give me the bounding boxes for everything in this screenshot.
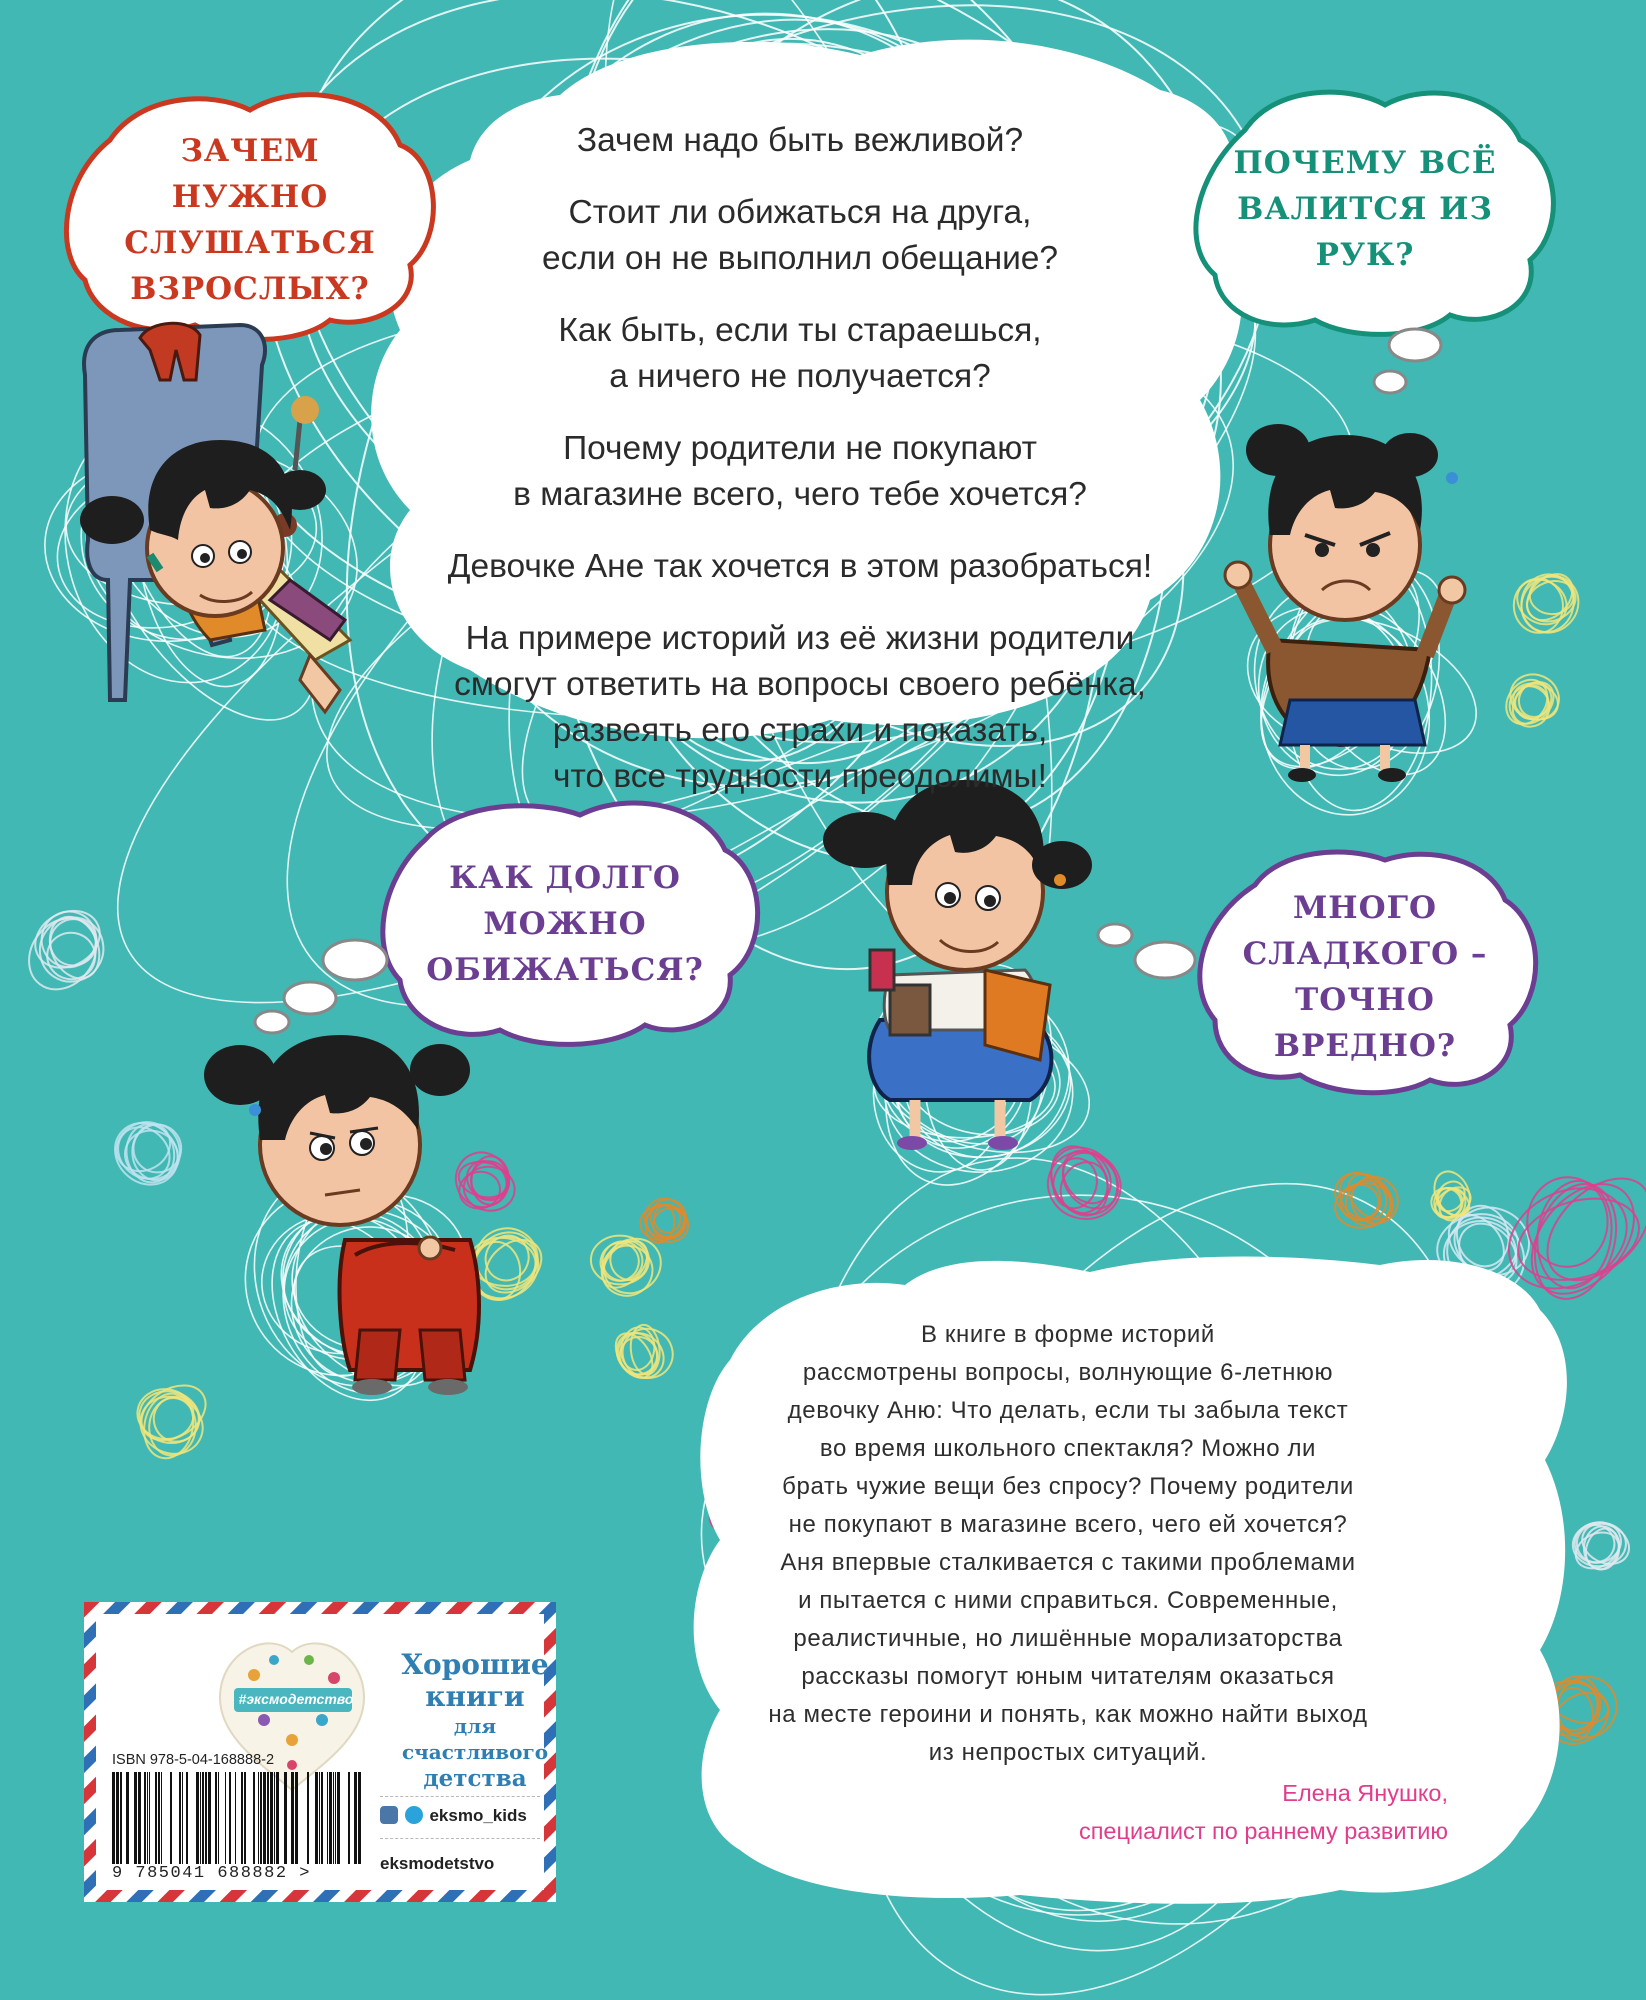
bubble-sweets-line: ВРЕДНО? xyxy=(1273,1028,1457,1064)
description-line: не покупают в магазине всего, чего ей хочется? xyxy=(788,1511,1348,1538)
description-line: Аня впервые сталкивается с такими проблемами xyxy=(780,1549,1356,1576)
slogan-line: книги xyxy=(425,1680,525,1713)
question-item xyxy=(380,190,1220,282)
question-line: Девочке Ане так хочется в этом разобраться! xyxy=(447,548,1153,585)
question-line: а ничего не получается? xyxy=(609,358,991,395)
description-line: В книге в форме историй xyxy=(921,1321,1215,1348)
social-kids-handle: eksmo_kids xyxy=(429,1806,527,1825)
slogan-line: Хорошие xyxy=(401,1648,549,1681)
barcode xyxy=(110,1772,364,1864)
question-line: На примере историй из её жизни родители xyxy=(465,620,1135,657)
question-line: Как быть, если ты стараешься, xyxy=(558,312,1042,349)
publisher-stamp xyxy=(84,1602,556,1902)
question-line: Зачем надо быть вежливой? xyxy=(576,122,1024,159)
description-line: и пытается с ними справиться. Современные, xyxy=(798,1587,1338,1614)
question-line: если он не выполнил обещание? xyxy=(541,240,1059,277)
bubble-offended-line: МОЖНО xyxy=(483,906,647,942)
bubble-sweets-line: МНОГО xyxy=(1292,890,1437,926)
author-role: специалист по раннему развитию xyxy=(1078,1818,1448,1844)
slogan xyxy=(400,1649,550,1793)
vk-icon xyxy=(380,1806,398,1824)
description-line: реалистичные, но лишённые морализаторства xyxy=(793,1625,1343,1652)
girl-on-chair-illustration xyxy=(80,323,350,712)
question-line: что все трудности преодолимы! xyxy=(553,758,1047,795)
description-line: рассмотрены вопросы, волнующие 6-летнюю xyxy=(802,1359,1334,1386)
girl-with-sweets-illustration xyxy=(823,780,1092,1150)
question-item xyxy=(380,118,1220,164)
social-site[interactable] xyxy=(380,1854,494,1874)
bubble-drop-line: ВАЛИТСЯ ИЗ xyxy=(1237,191,1493,227)
divider xyxy=(380,1796,540,1797)
question-line: смогут ответить на вопросы своего ребёнка, xyxy=(454,666,1146,703)
question-list xyxy=(380,118,1220,826)
social-site-handle: eksmodetstvo xyxy=(380,1854,495,1873)
bubble-drop-line: РУК? xyxy=(1315,237,1415,273)
question-item xyxy=(380,308,1220,400)
question-line: Стоит ли обижаться на друга, xyxy=(568,194,1032,231)
divider xyxy=(380,1838,540,1839)
description-line: рассказы помогут юным читателям оказаться xyxy=(801,1663,1335,1690)
question-item xyxy=(380,544,1220,590)
bubble-sweets-text xyxy=(1225,885,1505,1069)
question-item xyxy=(380,426,1220,518)
social-kids[interactable] xyxy=(380,1806,527,1826)
description-line: из непростых ситуаций. xyxy=(928,1739,1208,1766)
description-line: девочку Аню: Что делать, если ты забыла текст xyxy=(787,1397,1349,1424)
question-line: развеять его страхи и показать, xyxy=(552,712,1048,749)
question-line: Почему родители не покупают xyxy=(563,430,1037,467)
bubble-offended-line: ОБИЖАТЬСЯ? xyxy=(426,952,704,988)
barcode-digits: 9 785041 688882 > xyxy=(112,1864,311,1883)
question-item xyxy=(380,616,1220,800)
heart-label: #эксмодетство xyxy=(238,1691,354,1707)
bubble-sweets-line: ТОЧНО xyxy=(1295,982,1435,1018)
slogan-line: для счастливого xyxy=(401,1714,549,1764)
book-description xyxy=(688,1316,1448,1772)
telegram-icon xyxy=(405,1806,423,1824)
isbn-number: ISBN 978-5-04-168888-2 xyxy=(112,1752,275,1768)
bubble-offended-line: КАК ДОЛГО xyxy=(449,860,681,896)
bubble-drop-text xyxy=(1215,140,1515,278)
bubble-obey-line: СЛУШАТЬСЯ xyxy=(124,225,376,261)
slogan-line: детства xyxy=(423,1765,527,1792)
description-line: на месте героини и понять, как можно найти выход xyxy=(768,1701,1368,1728)
bubble-drop-line: ПОЧЕМУ ВСЁ xyxy=(1233,145,1497,181)
description-line: брать чужие вещи без спросу? Почему родители xyxy=(782,1473,1354,1500)
question-line: в магазине всего, чего тебе хочется? xyxy=(513,476,1087,513)
author-signature xyxy=(900,1774,1448,1850)
bubble-sweets-line: СЛАДКОГО – xyxy=(1242,936,1488,972)
bubble-obey-text xyxy=(100,128,400,312)
author-name: Елена Янушко, xyxy=(1282,1780,1448,1806)
bubble-offended-text xyxy=(415,855,715,993)
bubble-obey-line: ЗАЧЕМ НУЖНО xyxy=(171,133,329,215)
description-line: во время школьного спектакля? Можно ли xyxy=(819,1435,1317,1462)
girl-in-red-illustration xyxy=(204,1035,479,1395)
bubble-obey-line: ВЗРОСЛЫХ? xyxy=(130,271,370,307)
